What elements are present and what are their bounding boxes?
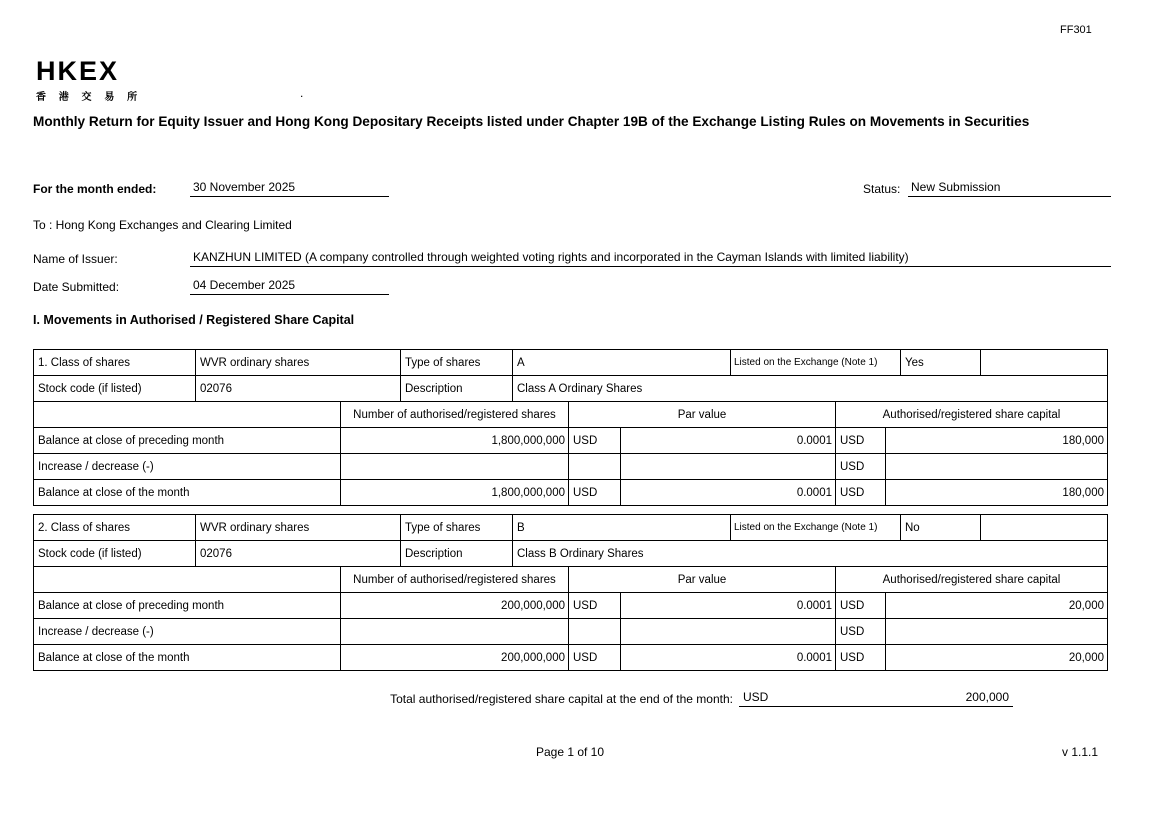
description-label-cell: Description [401,376,513,402]
hkex-logo-chinese: 香 港 交 易 所 [36,92,143,103]
addressee-line: To : Hong Kong Exchanges and Clearing Limited [33,218,292,232]
table-row [34,454,1108,480]
par-currency-cell [569,454,621,480]
capital-currency-cell: USD [836,428,886,454]
share-class-table-2-header [33,514,1108,567]
shares-header-cell: Number of authorised/registered shares [341,402,569,428]
capital-value-cell: 180,000 [886,428,1108,454]
share-class-table-1 [33,349,1107,506]
page-number: Page 1 of 10 [535,745,605,759]
total-capital-currency: USD [739,690,935,707]
share-class-table-1-header [33,349,1108,402]
capital-value-cell [886,454,1108,480]
row-label-cell: Balance at close of the month [34,645,341,671]
capital-currency-cell: USD [836,454,886,480]
listed-label-cell: Listed on the Exchange (Note 1) [731,350,901,376]
issuer-label: Name of Issuer: [33,252,118,266]
form-code: FF301 [1060,24,1092,36]
page-title: Monthly Return for Equity Issuer and Hong Kong Depositary Receipts listed under Chapter 19B of the Exchange Listing Rules on Movements in Securities [33,114,1030,129]
par-value-header-cell: Par value [569,567,836,593]
stock-code-value-cell: 02076 [196,376,401,402]
share-class-table-2 [33,514,1107,671]
shares-value-cell: 1,800,000,000 [341,428,569,454]
total-capital-label: Total authorised/registered share capital at the end of the month: [390,692,733,706]
row-label-cell: Increase / decrease (-) [34,454,341,480]
capital-value-cell [886,619,1108,645]
capital-header-cell: Authorised/registered share capital [836,402,1108,428]
shares-value-cell: 1,800,000,000 [341,480,569,506]
listed-value-cell: Yes [901,350,981,376]
description-value-cell: Class A Ordinary Shares [513,376,1108,402]
date-submitted-label: Date Submitted: [33,280,120,294]
empty-cell [34,402,341,428]
listed-value-cell: No [901,515,981,541]
capital-currency-cell: USD [836,480,886,506]
par-value-cell [621,619,836,645]
hkex-logo [36,58,142,103]
shares-value-cell: 200,000,000 [341,645,569,671]
table-row [34,619,1108,645]
type-value-cell: B [513,515,731,541]
stock-code-value-cell: 02076 [196,541,401,567]
empty-cell [981,350,1108,376]
class-label-cell: 1. Class of shares [34,350,196,376]
description-label-cell: Description [401,541,513,567]
par-value-cell: 0.0001 [621,645,836,671]
shares-header-cell: Number of authorised/registered shares [341,567,569,593]
empty-cell [34,567,341,593]
row-label-cell: Balance at close of the month [34,480,341,506]
table-row [34,593,1108,619]
par-currency-cell: USD [569,480,621,506]
description-value-cell: Class B Ordinary Shares [513,541,1108,567]
class-value-cell: WVR ordinary shares [196,515,401,541]
total-capital-value: 200,000 [933,690,1013,707]
status-value: New Submission [908,180,1111,197]
shares-value-cell [341,619,569,645]
empty-cell [981,515,1108,541]
table-row [34,428,1108,454]
shares-value-cell: 200,000,000 [341,593,569,619]
row-label-cell: Increase / decrease (-) [34,619,341,645]
month-ended-label: For the month ended: [33,182,157,196]
class-label-cell: 2. Class of shares [34,515,196,541]
capital-currency-cell: USD [836,645,886,671]
par-value-cell: 0.0001 [621,593,836,619]
par-currency-cell [569,619,621,645]
stray-dot: . [300,86,304,100]
table-row [34,480,1108,506]
capital-currency-cell: USD [836,593,886,619]
row-label-cell: Balance at close of preceding month [34,593,341,619]
share-class-table-2-body [33,566,1108,671]
capital-currency-cell: USD [836,619,886,645]
par-value-cell: 0.0001 [621,480,836,506]
month-ended-value: 30 November 2025 [190,180,389,197]
type-label-cell: Type of shares [401,515,513,541]
type-label-cell: Type of shares [401,350,513,376]
capital-value-cell: 20,000 [886,645,1108,671]
issuer-value: KANZHUN LIMITED (A company controlled through weighted voting rights and incorporated in the Cayman Islands with limited liability) [190,250,1111,267]
section-1-heading: I. Movements in Authorised / Registered Share Capital [33,313,355,327]
listed-label-cell: Listed on the Exchange (Note 1) [731,515,901,541]
par-value-cell [621,454,836,480]
type-value-cell: A [513,350,731,376]
stock-code-label-cell: Stock code (if listed) [34,541,196,567]
status-label: Status: [863,182,901,196]
share-class-table-1-body [33,401,1108,506]
par-currency-cell: USD [569,428,621,454]
capital-value-cell: 20,000 [886,593,1108,619]
capital-value-cell: 180,000 [886,480,1108,506]
par-currency-cell: USD [569,593,621,619]
hkex-logo-text: HKEX [36,56,120,86]
class-value-cell: WVR ordinary shares [196,350,401,376]
version-label: v 1.1.1 [1062,745,1099,759]
date-submitted-value: 04 December 2025 [190,278,389,295]
table-row [34,645,1108,671]
stock-code-label-cell: Stock code (if listed) [34,376,196,402]
par-value-header-cell: Par value [569,402,836,428]
par-value-cell: 0.0001 [621,428,836,454]
capital-header-cell: Authorised/registered share capital [836,567,1108,593]
shares-value-cell [341,454,569,480]
par-currency-cell: USD [569,645,621,671]
row-label-cell: Balance at close of preceding month [34,428,341,454]
